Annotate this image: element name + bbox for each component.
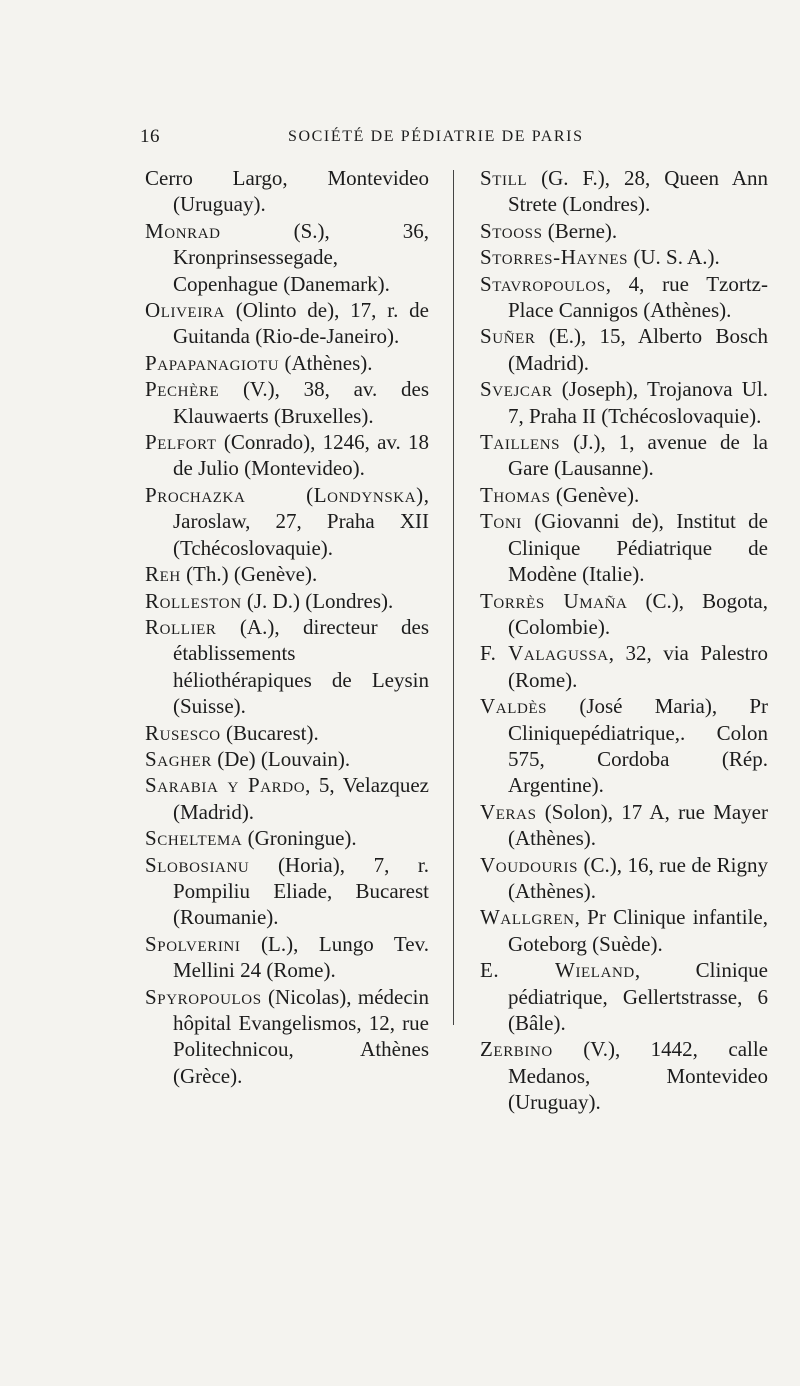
column-divider — [453, 170, 454, 1025]
member-name: Sagher — [145, 746, 212, 771]
directory-entry — [480, 904, 768, 957]
member-details: (Nicolas), médecin hôpital Evangelismos, 12, rue Politechnicou, Athènes (Grèce). — [173, 984, 429, 1088]
member-name: Rollier — [145, 614, 217, 639]
directory-entry — [480, 323, 768, 376]
member-name: Stavropoulos — [480, 271, 606, 296]
member-details: (A.), directeur des établissements héliothérapiques de Leysin (Suisse). — [173, 614, 429, 719]
page-number: 16 — [140, 126, 160, 147]
left-column — [145, 165, 429, 1089]
member-name: Taillens — [480, 430, 561, 455]
member-details: , 5, Velazquez (Madrid). — [173, 773, 429, 824]
directory-entry — [145, 772, 429, 825]
member-details: (E.), 15, Alberto Bosch (Madrid). — [508, 324, 768, 375]
member-name: Rusesco — [145, 720, 221, 745]
directory-entry — [480, 640, 768, 693]
member-name: F. Valagussa — [480, 641, 609, 666]
member-name: Stooss — [480, 218, 543, 243]
member-name: Still — [480, 166, 528, 190]
directory-entry — [145, 614, 429, 720]
member-details: (Joseph), Trojanova Ul. 7, Praha II (Tchécoslovaquie). — [508, 377, 768, 428]
directory-entry — [145, 825, 429, 851]
directory-entry — [145, 588, 429, 614]
member-name: Reh — [145, 562, 181, 587]
member-name: Voudouris — [480, 852, 579, 877]
member-name: Storres-Haynes — [480, 245, 629, 270]
member-details: (V.), 38, av. des Klauwaerts (Bruxelles). — [173, 377, 429, 428]
member-name: Svejcar — [480, 377, 553, 402]
directory-entry — [145, 218, 429, 297]
directory-entry — [480, 588, 768, 641]
directory-entry — [480, 429, 768, 482]
member-details: (J.), 1, avenue de la Gare (Lausanne). — [508, 430, 768, 481]
member-name: Rolleston — [145, 588, 242, 613]
member-name: Suñer — [480, 324, 536, 349]
member-name: Spyropoulos — [145, 984, 262, 1009]
member-name: Scheltema — [145, 826, 243, 851]
directory-entry — [480, 852, 768, 905]
directory-entry — [480, 244, 768, 270]
member-details: (Conrado), 1246, av. 18 de Julio (Montevideo). — [173, 430, 429, 481]
member-details: (Genève). — [550, 482, 640, 507]
member-details: (Solon), 17 A, rue Mayer (Athènes). — [508, 799, 768, 851]
directory-entry — [480, 482, 768, 508]
member-details: (Giovanni de), Institut de Clinique Pédiatrique de Modène (Italie). — [508, 509, 768, 587]
directory-entry — [145, 165, 429, 218]
member-name: Papapanagiotu — [145, 350, 280, 375]
member-details: , Pr Clinique infantile, Goteborg (Suède). — [508, 905, 768, 956]
directory-entry — [145, 561, 429, 587]
member-details: (Athènes). — [279, 350, 373, 375]
member-name: Toni — [480, 509, 522, 534]
directory-entry — [480, 799, 768, 852]
member-name: Pechère — [145, 377, 220, 402]
member-name: Zerbino — [480, 1037, 553, 1062]
member-details: (U. S. A.). — [628, 245, 720, 270]
member-details: (G. F.), 28, Queen Ann Strete (Londres). — [508, 166, 768, 217]
running-head: SOCIÉTÉ DE PÉDIATRIE DE PARIS — [288, 128, 584, 145]
member-name: Valdès — [480, 694, 548, 719]
member-details: (C.), 16, rue de Rigny (Athènes). — [508, 852, 768, 903]
member-details: (Groningue). — [242, 826, 357, 851]
member-name: Torrès Umaña — [480, 588, 628, 613]
member-details: (Bucarest). — [220, 720, 319, 745]
member-details: (L.), Lungo Tev. Mellini 24 (Rome). — [173, 931, 429, 983]
member-name: Oliveira — [145, 298, 225, 323]
member-details: , Jaroslaw, 27, Praha XII (Tchécoslovaquie). — [173, 482, 429, 560]
directory-entry — [480, 693, 768, 799]
member-name: Spolverini — [145, 931, 241, 956]
member-details: (Berne). — [542, 218, 618, 243]
member-details: , Clinique pédiatrique, Gellertstrasse, 6 (Bâle). — [508, 958, 768, 1035]
member-details: (Horia), 7, r. Pompiliu Eliade, Bucarest (Roumanie). — [173, 852, 429, 930]
directory-entry — [480, 957, 768, 1036]
member-details: (De) (Louvain). — [211, 746, 351, 771]
directory-entry — [480, 271, 768, 324]
member-details: (Olinto de), 17, r. de Guitanda (Rio-de-Janeiro). — [173, 298, 429, 349]
directory-entry — [480, 1036, 768, 1115]
member-details: (C.), Bogota, (Colombie). — [508, 588, 768, 639]
member-name: Wallgren — [480, 905, 575, 930]
directory-entry — [145, 984, 429, 1090]
right-column — [480, 165, 768, 1116]
directory-entry — [145, 720, 429, 746]
member-details: (J. D.) (Londres). — [241, 588, 394, 613]
member-details: (V.), 1442, calle Medanos, Montevideo (Uruguay). — [508, 1037, 768, 1115]
directory-entry — [145, 852, 429, 931]
member-name: Prochazka (Londynska) — [145, 482, 424, 507]
member-details: , 32, via Palestro (Rome). — [508, 641, 768, 692]
member-name: Veras — [480, 799, 537, 824]
directory-entry — [145, 429, 429, 482]
member-details: (Th.) (Genève). — [180, 562, 318, 587]
member-name: Thomas — [480, 482, 551, 507]
member-details: (José Maria), Pr Cliniquepédiatrique,. Colon 575, Cordoba (Rép. Argentine). — [508, 694, 768, 798]
directory-entry — [145, 931, 429, 984]
member-details: , 4, rue Tzortz-Place Cannigos (Athènes). — [508, 271, 768, 323]
member-name: Sarabia y Pardo — [145, 773, 306, 798]
directory-entry — [480, 165, 768, 218]
member-details: (S.), 36, Kronprinsessegade, Copenhague (Danemark). — [173, 218, 429, 296]
directory-entry — [145, 482, 429, 561]
member-name: Slobosianu — [145, 852, 250, 877]
page-header — [140, 126, 780, 156]
directory-entry — [480, 508, 768, 587]
member-name: Monrad — [145, 218, 221, 243]
member-details: Cerro Largo, Montevideo (Uruguay). — [145, 166, 429, 217]
directory-entry — [145, 350, 429, 376]
directory-entry — [145, 376, 429, 429]
member-name: Pelfort — [145, 430, 217, 455]
directory-entry — [480, 376, 768, 429]
directory-entry — [145, 297, 429, 350]
member-name: E. Wieland — [480, 958, 635, 983]
directory-entry — [480, 218, 768, 244]
directory-entry — [145, 746, 429, 772]
